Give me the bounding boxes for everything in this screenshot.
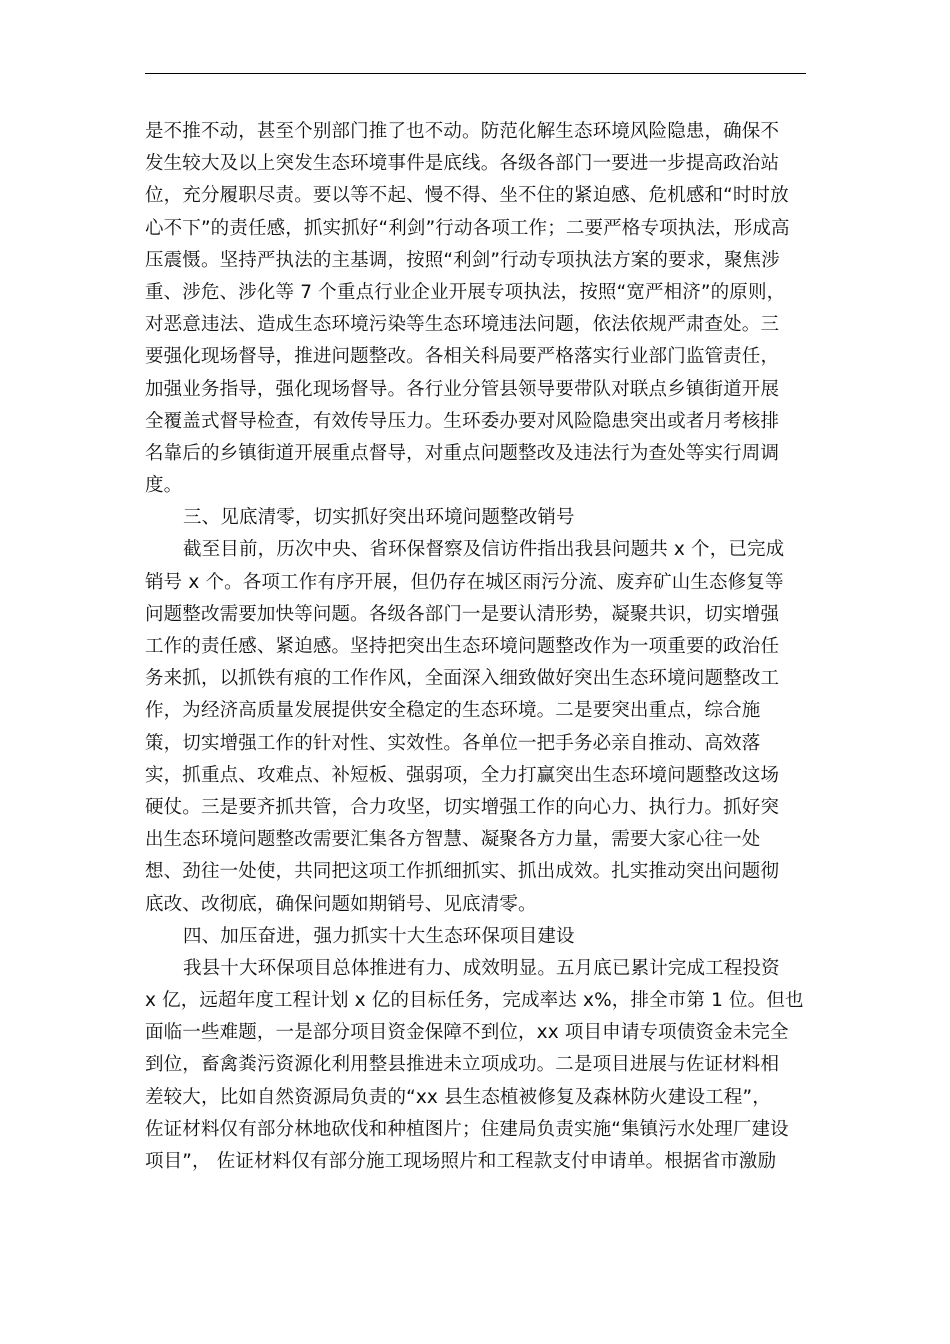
- text-line: 底改、改彻底，确保问题如期销号、见底清零。: [145, 893, 537, 915]
- text-line: 实，抓重点、攻难点、补短板、强弱项，全力打赢突出生态环境问题整改这场: [145, 764, 780, 786]
- text-line: 策，切实增强工作的针对性、实效性。各单位一把手务必亲自推动、高效落: [145, 732, 761, 754]
- text-line: 差较大，比如自然资源局负责的“xx 县生态植被修复及森林防火建设工程”，: [145, 1086, 771, 1108]
- text-line: 到位，畜禽粪污资源化利用整县推进未立项成功。二是项目进展与佐证材料相: [145, 1054, 780, 1076]
- text-line: 位，充分履职尽责。要以等不起、慢不得、坐不住的紧迫感、危机感和“时时放: [145, 185, 789, 207]
- text-line: x 亿，远超年度工程计划 x 亿的目标任务，完成率达 x%，排全市第 1 位。但也: [145, 990, 804, 1012]
- text-line: 销号 x 个。各项工作有序开展，但仍存在城区雨污分流、废弃矿山生态修复等: [145, 571, 784, 593]
- text-line: 度。: [145, 475, 183, 497]
- text-line: 加强业务指导，强化现场督导。各行业分管县领导要带队对联点乡镇街道开展: [145, 378, 780, 400]
- section-heading: 三、见底清零，切实抓好突出环境问题整改销号: [183, 507, 575, 529]
- body-text: [145, 116, 809, 1178]
- text-line: 出生态环境问题整改需要汇集各方智慧、凝聚各方力量，需要大家心往一处: [145, 829, 761, 851]
- text-line: 想、劲往一处使，共同把这项工作抓细抓实、抓出成效。扎实推动突出问题彻: [145, 861, 780, 883]
- header-rule: [145, 73, 806, 74]
- text-line: 务来抓，以抓铁有痕的工作作风，全面深入细致做好突出生态环境问题整改工: [145, 668, 780, 690]
- text-line: 是不推不动，甚至个别部门推了也不动。防范化解生态环境风险隐患，确保不: [145, 121, 780, 142]
- text-line: 名靠后的乡镇街道开展重点督导，对重点问题整改及违法行为查处等实行周调: [145, 442, 780, 464]
- text-line: 项目”， 佐证材料仅有部分施工现场照片和工程款支付申请单。根据省市激励: [145, 1151, 777, 1172]
- section-heading: 四、加压奋进，强力抓实十大生态环保项目建设: [183, 925, 575, 947]
- text-line: 全覆盖式督导检查，有效传导压力。生环委办要对风险隐患突出或者月考核排: [145, 410, 780, 432]
- text-line: 心不下”的责任感，抓实抓好“利剑”行动各项工作；二要严格专项执法，形成高: [145, 217, 790, 239]
- text-line: 要强化现场督导，推进问题整改。各相关科局要严格落实行业部门监管责任，: [145, 346, 780, 368]
- text-line: 面临一些难题，一是部分项目资金保障不到位，xx 项目申请专项债资金未完全: [145, 1022, 789, 1044]
- text-line: 压震慑。坚持严执法的主基调，按照“利剑”行动专项执法方案的要求，聚焦涉: [145, 249, 780, 271]
- text-line: 佐证材料仅有部分林地砍伐和种植图片；住建局负责实施“集镇污水处理厂建设: [145, 1118, 789, 1140]
- text-line: 重、涉危、涉化等 7 个重点行业企业开展专项执法，按照“宽严相济”的原则，: [145, 281, 786, 303]
- text-line: 作，为经济高质量发展提供安全稳定的生态环境。二是要突出重点，综合施: [145, 700, 761, 722]
- text-line: 对恶意违法、造成生态环境污染等生态环境违法问题，依法依规严肃查处。三: [145, 314, 780, 336]
- text-line: 工作的责任感、紧迫感。坚持把突出生态环境问题整改作为一项重要的政治任: [145, 636, 780, 657]
- text-line: 问题整改需要加快等问题。各级各部门一是要认清形势，凝聚共识，切实增强: [145, 603, 780, 625]
- text-line: 硬仗。三是要齐抓共管，合力攻坚，切实增强工作的向心力、执行力。抓好突: [145, 796, 780, 818]
- text-line: 截至目前，历次中央、省环保督察及信访件指出我县问题共 x 个，已完成: [183, 539, 785, 561]
- text-line: 我县十大环保项目总体推进有力、成效明显。五月底已累计完成工程投资: [183, 957, 780, 979]
- text-line: 发生较大及以上突发生态环境事件是底线。各级各部门一要进一步提高政治站: [145, 153, 780, 175]
